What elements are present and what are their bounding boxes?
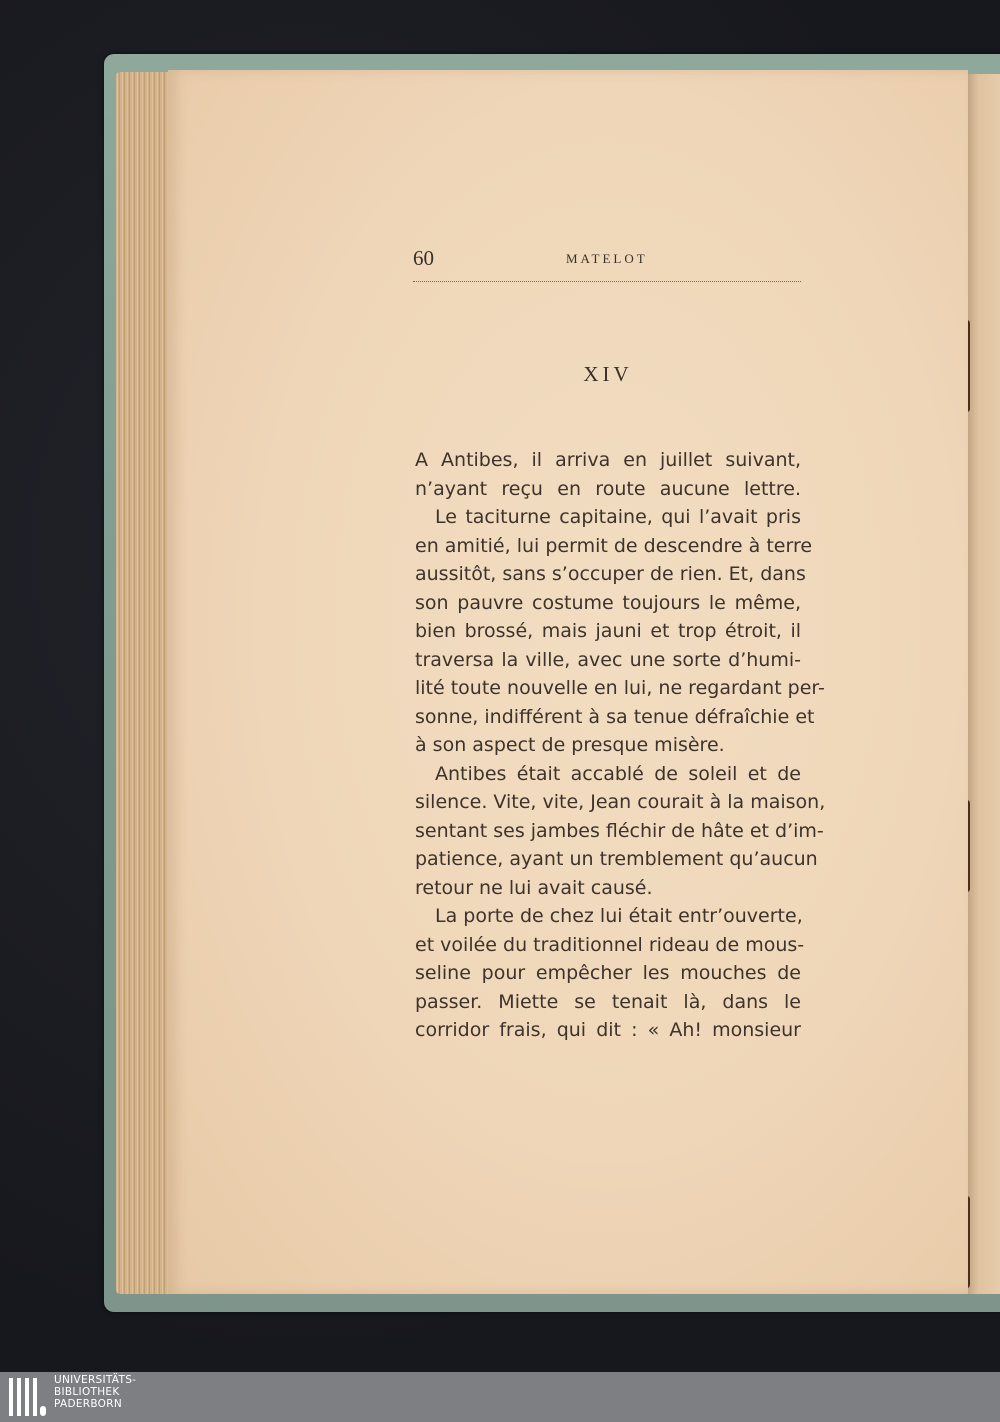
text-line: n’ayant reçu en route aucune lettre.	[415, 477, 801, 500]
text-line: A Antibes, il arriva en juillet suivant,	[415, 449, 801, 471]
library-name-line: PADERBORN	[54, 1398, 122, 1410]
body-text	[415, 446, 826, 1045]
text-line: à son aspect de presque misère.	[415, 734, 725, 756]
text-line: Le taciturne capitaine, qui l’avait pris	[435, 506, 801, 528]
text-line: sonne, indifférent à sa tenue défraîchie et	[415, 705, 815, 728]
text-line: traversa la ville, avec une sorte d’humi-	[415, 648, 801, 671]
library-footer	[0, 1372, 1000, 1422]
text-line: corridor frais, qui dit : « Ah! monsieur	[415, 1019, 801, 1041]
text-line: son pauvre costume toujours le même,	[415, 591, 801, 614]
text-line: sentant ses jambes fléchir de hâte et d’im-	[415, 819, 824, 842]
text-line: retour ne lui avait causé.	[415, 876, 653, 899]
header-dotted-rule	[413, 281, 801, 282]
library-logo-icon	[9, 1378, 49, 1416]
facing-page-edge	[964, 74, 1000, 1294]
running-title: MATELOT	[566, 251, 648, 266]
text-line: et voilée du traditionnel rideau de mous-	[415, 933, 805, 956]
text-line: bien brossé, mais jauni et trop étroit, il	[415, 620, 801, 642]
text-line: patience, ayant un tremblement qu’aucun	[415, 848, 818, 870]
text-line: lité toute nouvelle en lui, ne regardant per-	[415, 677, 825, 699]
text-line: silence. Vite, vite, Jean courait à la maison,	[415, 791, 826, 813]
chapter-heading: XIV	[583, 362, 633, 386]
running-head	[413, 246, 801, 280]
text-line: seline pour empêcher les mouches de	[415, 962, 801, 984]
library-name	[54, 1374, 136, 1410]
text-line: en amitié, lui permit de descendre à terre	[415, 534, 813, 557]
page-number: 60	[413, 246, 434, 270]
library-name-line: BIBLIOTHEK	[54, 1386, 120, 1398]
text-line: Antibes était accablé de soleil et de	[435, 762, 801, 785]
text-line: passer. Miette se tenait là, dans le	[415, 990, 801, 1013]
text-line: aussitôt, sans s’occuper de rien. Et, dans	[415, 563, 806, 585]
library-name-line: UNIVERSITÄTS-	[54, 1374, 137, 1386]
text-line: La porte de chez lui était entr’ouverte,	[435, 905, 803, 927]
page-edges	[116, 72, 174, 1294]
